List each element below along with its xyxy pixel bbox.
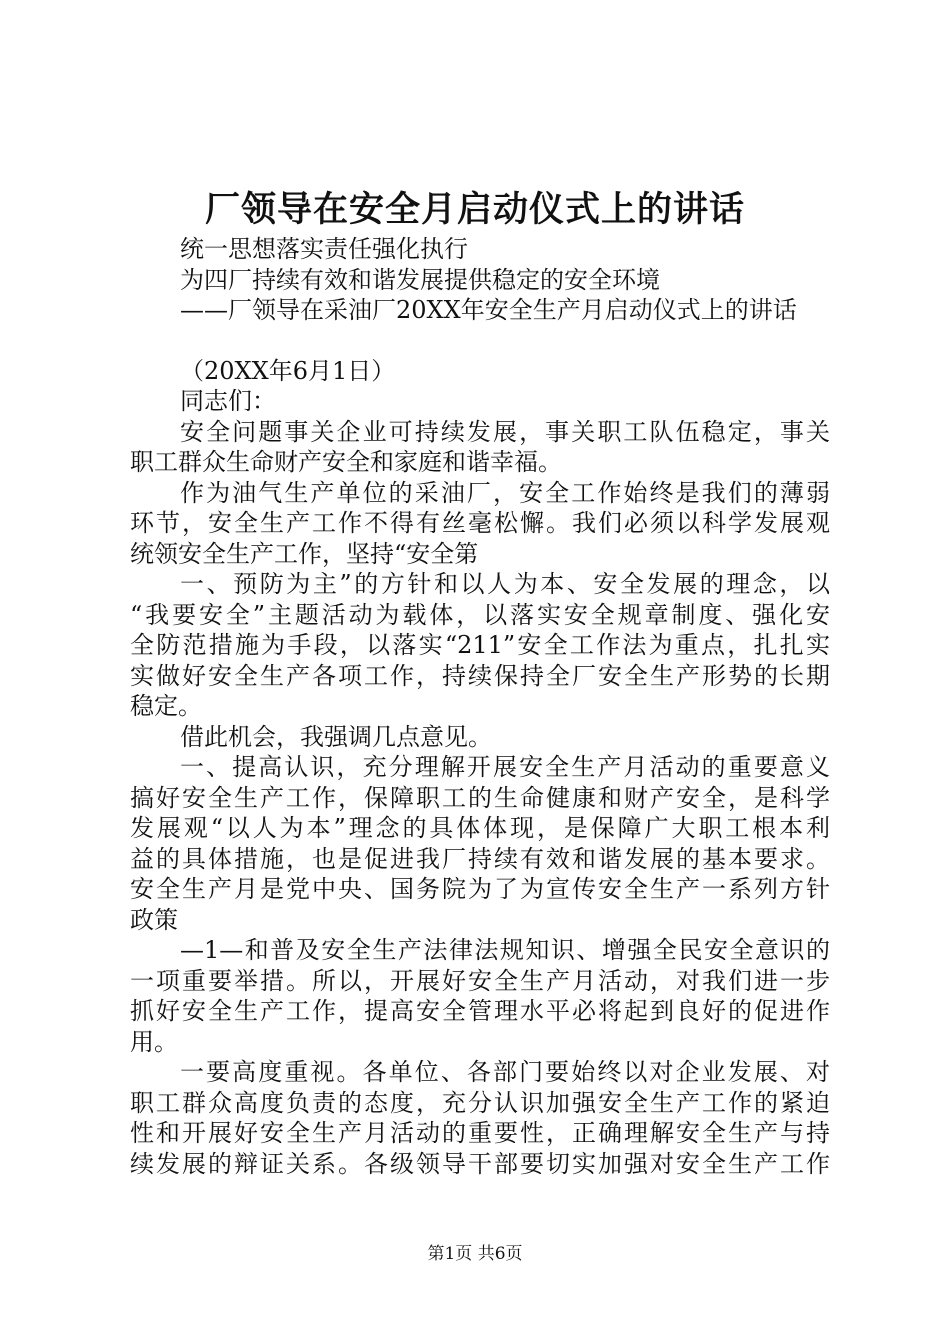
- paragraph-line: “我要安全”主题活动为载体，以落实安全规章制度、强化安: [130, 600, 830, 629]
- date-line: （20XX年6月1日）: [180, 356, 396, 385]
- paragraph-line: 搞好安全生产工作，保障职工的生命健康和财产安全，是科学: [130, 783, 830, 812]
- paragraph-line: 性和开展好安全生产月活动的重要性，正确理解安全生产与持: [130, 1119, 830, 1147]
- paragraph-line: 安全生产月是党中央、国务院为了为宣传安全生产一系列方针: [130, 875, 830, 903]
- paragraph-line: 借此机会，我强调几点意见。: [180, 722, 492, 751]
- paragraph-line: 益的具体措施，也是促进我厂持续有效和谐发展的基本要求。: [130, 844, 830, 873]
- paragraph-line: 全防范措施为手段，以落实“211”安全工作法为重点，扎扎实: [130, 631, 830, 659]
- page-number: 第1页 共6页: [427, 1244, 523, 1264]
- paragraph-line: 政策: [130, 905, 178, 934]
- paragraph-line: 安全问题事关企业可持续发展，事关职工队伍稳定，事关: [180, 417, 830, 446]
- paragraph-line: 发展观“以人为本”理念的具体体现，是保障广大职工根本利: [130, 814, 830, 842]
- paragraph-line: 实做好安全生产各项工作，持续保持全厂安全生产形势的长期: [130, 661, 830, 690]
- paragraph-line: 一要高度重视。各单位、各部门要始终以对企业发展、对: [180, 1058, 830, 1086]
- section-heading: 一、提高认识，充分理解开展安全生产月活动的重要意义: [180, 753, 830, 781]
- paragraph-line: 稳定。: [130, 692, 202, 720]
- paragraph-line: 续发展的辩证关系。各级领导干部要切实加强对安全生产工作: [130, 1149, 830, 1178]
- salutation: 同志们：: [180, 387, 276, 415]
- paragraph-line: 一项重要举措。所以，开展好安全生产月活动，对我们进一步: [130, 966, 830, 995]
- paragraph-line: 环节，安全生产工作不得有丝毫松懈。我们必须以科学发展观: [130, 509, 830, 537]
- paragraph-line: 统领安全生产工作，坚持“安全第: [130, 539, 479, 568]
- document-title: 厂领导在安全月启动仪式上的讲话: [204, 189, 745, 230]
- paragraph-line: —1—和普及安全生产法律法规知识、增强全民安全意识的: [180, 936, 830, 964]
- paragraph-line: 用。: [130, 1027, 178, 1056]
- subtitle-line: 为四厂持续有效和谐发展提供稳定的安全环境: [180, 265, 660, 294]
- subtitle-line: ——厂领导在采油厂20XX年安全生产月启动仪式上的讲话: [180, 296, 797, 324]
- paragraph-line: 职工群众高度负责的态度，充分认识加强安全生产工作的紧迫: [130, 1088, 830, 1117]
- paragraph-line: 一、预防为主”的方针和以人为本、安全发展的理念，以: [180, 570, 830, 598]
- paragraph-line: 作为油气生产单位的采油厂，安全工作始终是我们的薄弱: [180, 478, 830, 507]
- document-body: [130, 204, 830, 1179]
- paragraph-line: 抓好安全生产工作，提高安全管理水平必将起到良好的促进作: [130, 997, 830, 1025]
- paragraph-line: 职工群众生命财产安全和家庭和谐幸福。: [130, 448, 562, 476]
- subtitle-line: 统一思想落实责任强化执行: [180, 235, 468, 263]
